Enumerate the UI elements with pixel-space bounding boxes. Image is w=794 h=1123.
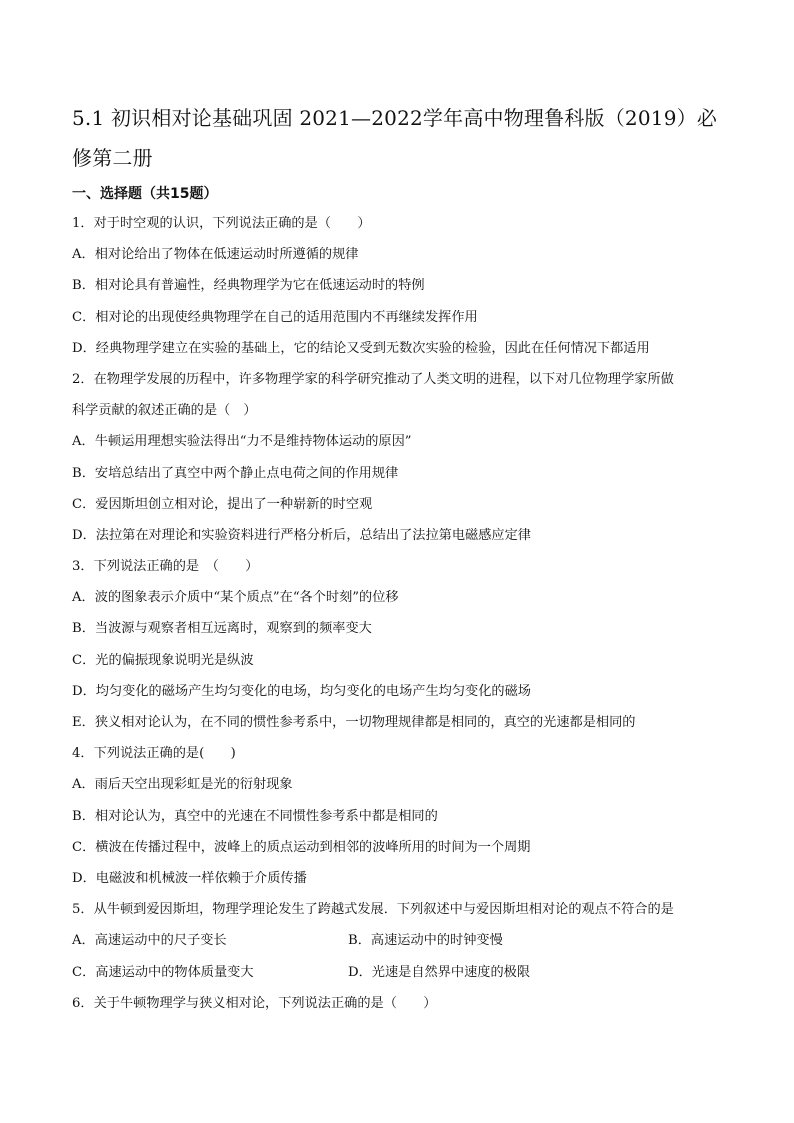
option-d: D．光速是自然界中速度的极限: [348, 964, 531, 980]
question-stem: 1．对于时空观的认识，下列说法正确的是（ ）: [72, 216, 371, 231]
option-b: B．相对论具有普遍性，经典物理学为它在低速运动时的特例: [72, 278, 425, 294]
question-stem: 2．在物理学发展的历程中，许多物理学家的科学研究推动了人类文明的进程，以下对几位物理学家所做: [72, 371, 674, 387]
question-6: [72, 988, 722, 1019]
option-b: B．高速运动中的时钟变慢: [348, 933, 503, 949]
question-4: [72, 738, 722, 894]
question-stem: 4．下列说法正确的是( ): [72, 746, 236, 762]
option-d: D．经典物理学建立在实验的基础上，它的结论又受到无数次实验的检验，因此在任何情况下都适用: [72, 340, 650, 356]
document-title: [72, 98, 722, 178]
document-page: [72, 98, 722, 1019]
title-line-2: 修第二册: [72, 146, 153, 170]
question-stem-continued: 科学贡献的叙述正确的是（ ）: [72, 403, 257, 419]
question-stem: 3．下列说法正确的是 （ ）: [72, 559, 259, 575]
option-a: A．高速运动中的尺子变长: [72, 933, 227, 949]
option-c: C．相对论的出现使经典物理学在自己的适用范围内不再继续发挥作用: [72, 309, 478, 325]
question-stem: 5．从牛顿到爱因斯坦，物理学理论发生了跨越式发展．下列叙述中与爱因斯坦相对论的观点不符合的是: [72, 902, 674, 918]
options-row-1: [72, 925, 722, 956]
question-stem: 6．关于牛顿物理学与狭义相对论，下列说法正确的是（ ）: [72, 995, 437, 1011]
option-a: A．雨后天空出现彩虹是光的衍射现象: [72, 777, 293, 793]
option-a: A．相对论给出了物体在低速运动时所遵循的规律: [72, 247, 359, 263]
option-d: D．电磁波和机械波一样依赖于介质传播: [72, 870, 307, 886]
question-1: [72, 208, 722, 364]
question-2: [72, 364, 722, 551]
option-b: B．安培总结出了真空中两个静止点电荷之间的作用规律: [72, 465, 399, 481]
section-heading: 一、选择题（共15题）: [72, 186, 218, 202]
question-5: [72, 894, 722, 988]
option-c: C．光的偏振现象说明光是纵波: [72, 652, 254, 668]
title-line-1: 5.1 初识相对论基础巩固 2021—2022学年高中物理鲁科版（2019）必: [72, 106, 718, 130]
option-d: D．法拉第在对理论和实验资料进行严格分析后，总结出了法拉第电磁感应定律: [72, 527, 531, 543]
option-b: B．相对论认为，真空中的光速在不同惯性参考系中都是相同的: [72, 808, 438, 824]
option-e: E．狭义相对论认为，在不同的惯性参考系中，一切物理规律都是相同的，真空的光速都是相同的: [72, 715, 636, 730]
option-c: C．高速运动中的物体质量变大: [72, 964, 254, 980]
option-a: A．波的图象表示介质中“某个质点”在“各个时刻”的位移: [72, 590, 399, 606]
option-c: C．横波在传播过程中，波峰上的质点运动到相邻的波峰所用的时间为一个周期: [72, 839, 531, 855]
options-row-2: [72, 957, 722, 988]
option-d: D．均匀变化的磁场产生均匀变化的电场，均匀变化的电场产生均匀变化的磁场: [72, 683, 531, 699]
question-3: [72, 551, 722, 738]
option-b: B．当波源与观察者相互远离时，观察到的频率变大: [72, 621, 372, 637]
option-c: C．爱因斯坦创立相对论，提出了一种崭新的时空观: [72, 496, 373, 512]
option-a: A．牛顿运用理想实验法得出“力不是维持物体运动的原因”: [72, 434, 412, 450]
